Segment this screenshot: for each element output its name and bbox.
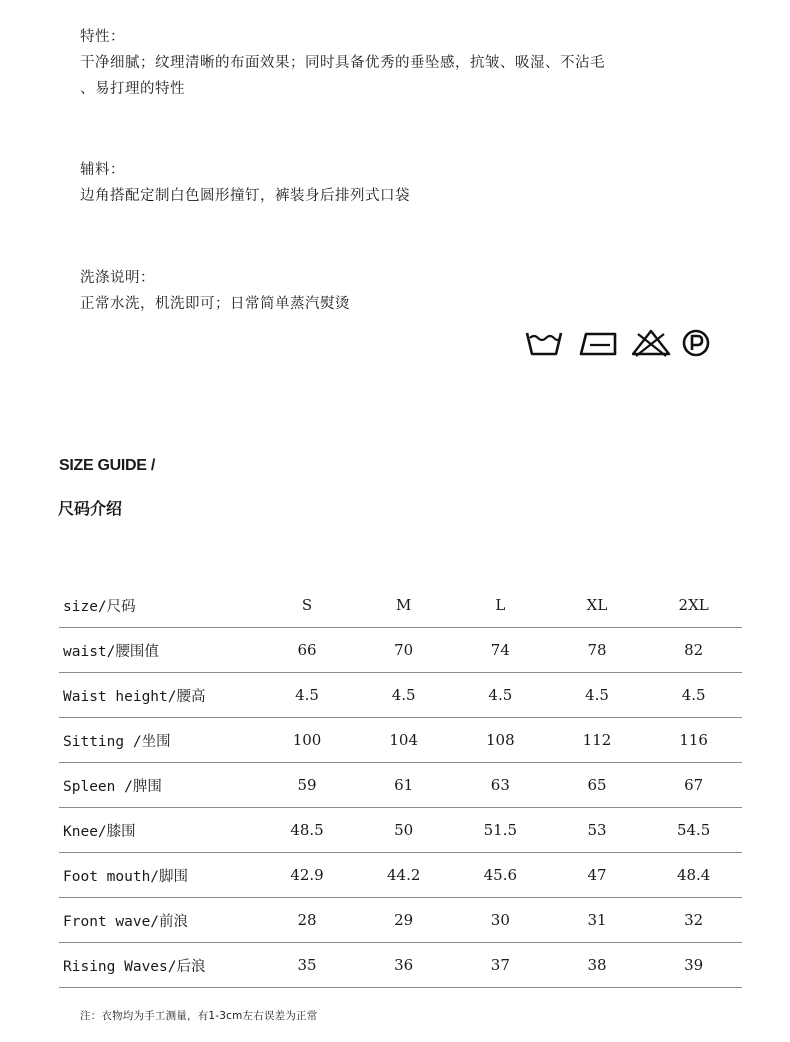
wash-tub-icon (524, 326, 564, 358)
size-table (59, 583, 742, 988)
table-row (59, 763, 742, 808)
cell: 31 (549, 898, 646, 943)
features-section (80, 24, 730, 102)
accessories-heading: 辅料： (80, 162, 125, 178)
cell: 51.5 (452, 808, 549, 853)
cell: 67 (645, 763, 742, 808)
cell: 4.5 (645, 673, 742, 718)
cell: 4.5 (355, 673, 452, 718)
row-label: Waist height/腰高 (59, 673, 259, 718)
cell: 39 (645, 943, 742, 988)
cell: 36 (355, 943, 452, 988)
care-icons (524, 326, 714, 360)
features-line-1: 干净细腻；纹理清晰的布面效果；同时具备优秀的垂坠感，抗皱、吸湿、不沾毛 (80, 55, 605, 71)
cell: 74 (452, 628, 549, 673)
row-label: Foot mouth/脚围 (59, 853, 259, 898)
table-row (59, 808, 742, 853)
header-size-xl: XL (549, 583, 646, 628)
washing-section (80, 265, 730, 317)
cell: 50 (355, 808, 452, 853)
cell: 4.5 (549, 673, 646, 718)
cell: 112 (549, 718, 646, 763)
measurement-note: 注：衣物均为手工测量，有1-3cm左右误差为正常 (80, 1010, 318, 1022)
washing-line-1: 正常水洗，机洗即可；日常简单蒸汽熨烫 (80, 296, 350, 312)
row-label: Front wave/前浪 (59, 898, 259, 943)
no-bleach-icon (630, 326, 672, 358)
table-row (59, 853, 742, 898)
cell: 42.9 (259, 853, 356, 898)
header-size-label: size/尺码 (59, 583, 259, 628)
cell: 100 (259, 718, 356, 763)
cell: 30 (452, 898, 549, 943)
features-line-2: 、易打理的特性 (80, 81, 185, 97)
cell: 108 (452, 718, 549, 763)
row-label: Knee/膝围 (59, 808, 259, 853)
row-label: Rising Waves/后浪 (59, 943, 259, 988)
cell: 35 (259, 943, 356, 988)
dry-clean-p-icon (680, 326, 714, 358)
cell: 53 (549, 808, 646, 853)
table-row (59, 898, 742, 943)
size-table-header-row (59, 583, 742, 628)
cell: 63 (452, 763, 549, 808)
cell: 48.4 (645, 853, 742, 898)
table-row (59, 673, 742, 718)
cell: 38 (549, 943, 646, 988)
cell: 65 (549, 763, 646, 808)
cell: 116 (645, 718, 742, 763)
cell: 4.5 (259, 673, 356, 718)
table-row (59, 718, 742, 763)
accessories-section (80, 157, 730, 209)
cell: 59 (259, 763, 356, 808)
cell: 78 (549, 628, 646, 673)
header-size-m: M (355, 583, 452, 628)
cell: 32 (645, 898, 742, 943)
header-size-l: L (452, 583, 549, 628)
cell: 4.5 (452, 673, 549, 718)
washing-heading: 洗涤说明： (80, 270, 155, 286)
table-row (59, 943, 742, 988)
cell: 104 (355, 718, 452, 763)
cell: 44.2 (355, 853, 452, 898)
size-guide-title-cn: 尺码介绍 (58, 499, 123, 518)
row-label: waist/腰围值 (59, 628, 259, 673)
cell: 66 (259, 628, 356, 673)
header-size-2xl: 2XL (645, 583, 742, 628)
row-label: Spleen /脾围 (59, 763, 259, 808)
features-heading: 特性： (80, 29, 125, 45)
cell: 48.5 (259, 808, 356, 853)
table-row (59, 628, 742, 673)
size-guide-title: SIZE GUIDE / (59, 457, 155, 474)
cell: 29 (355, 898, 452, 943)
tumble-dry-icon (578, 326, 618, 358)
header-size-s: S (259, 583, 356, 628)
cell: 45.6 (452, 853, 549, 898)
cell: 70 (355, 628, 452, 673)
row-label: Sitting /坐围 (59, 718, 259, 763)
cell: 54.5 (645, 808, 742, 853)
cell: 61 (355, 763, 452, 808)
cell: 28 (259, 898, 356, 943)
cell: 47 (549, 853, 646, 898)
cell: 82 (645, 628, 742, 673)
cell: 37 (452, 943, 549, 988)
accessories-line-1: 边角搭配定制白色圆形撞钉，裤装身后排列式口袋 (80, 188, 410, 204)
